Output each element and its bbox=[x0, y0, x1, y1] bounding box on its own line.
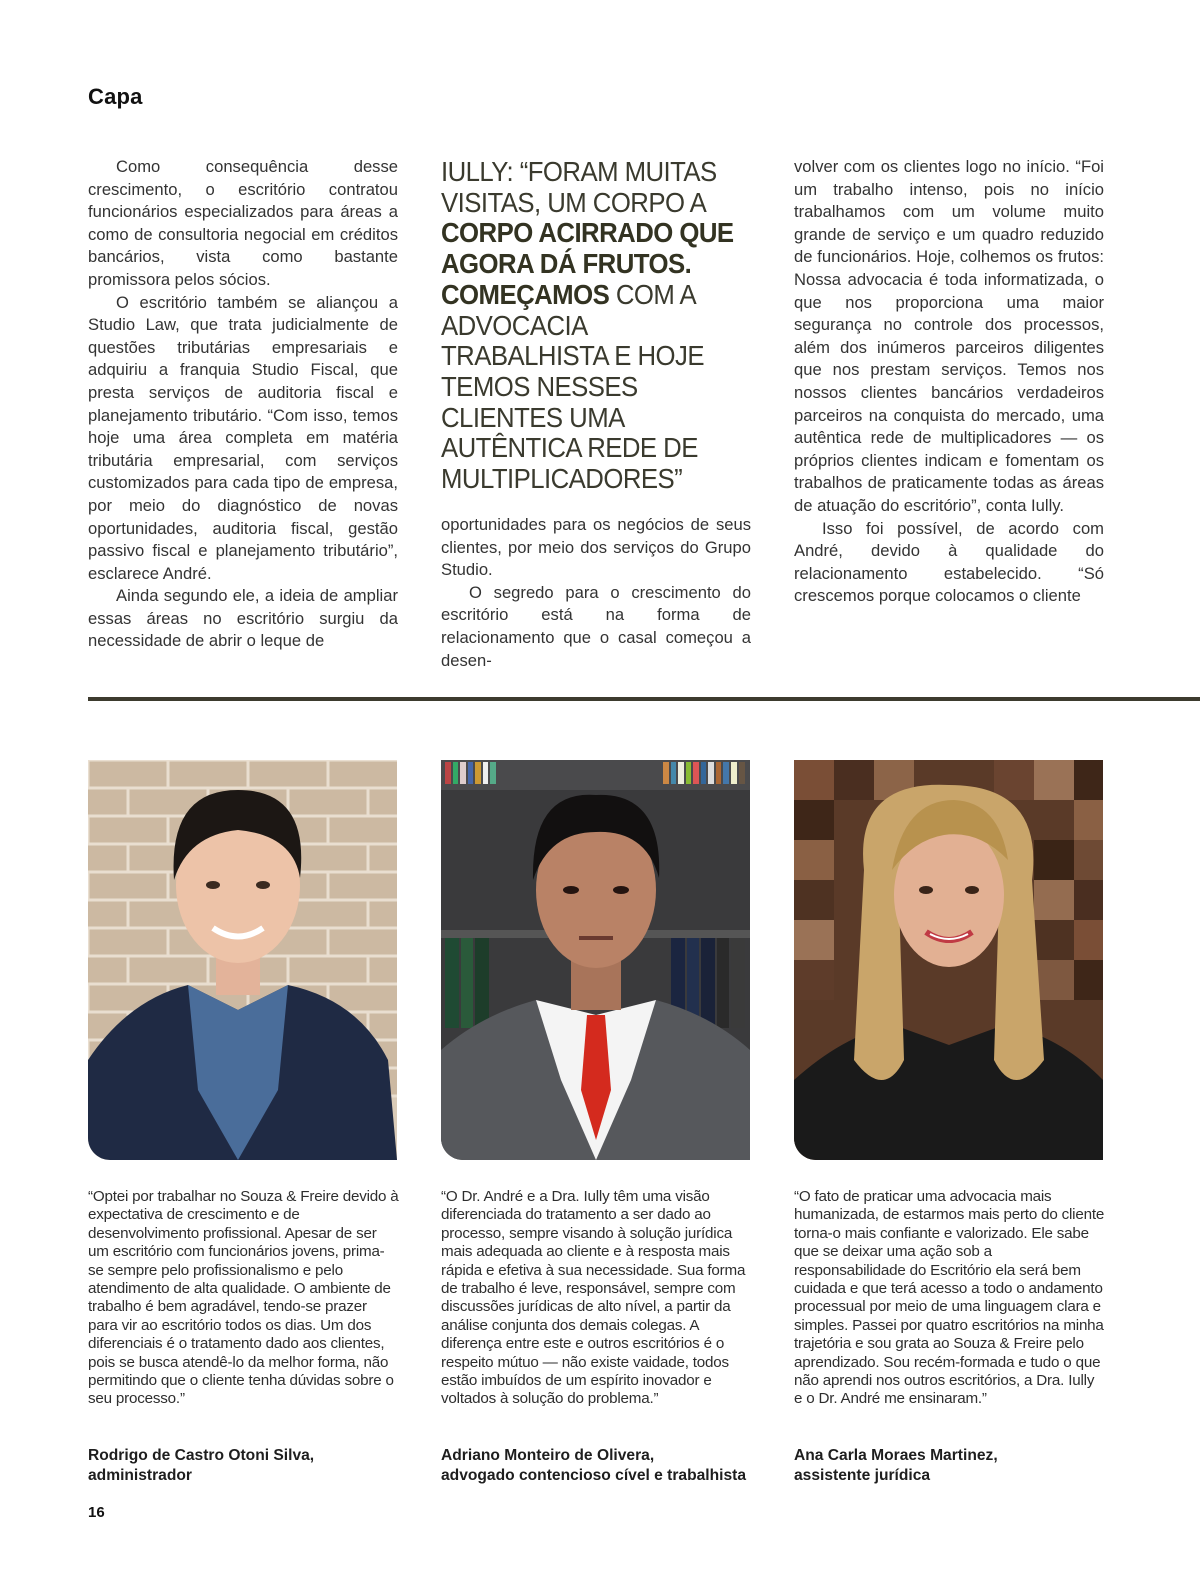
pull-quote-part-1: IULLY: “FORAM MUITAS VISITAS, UM CORPO A bbox=[441, 156, 717, 218]
portrait-photo-3 bbox=[794, 760, 1103, 1160]
pull-quote bbox=[441, 157, 735, 495]
pull-quote-part-3: COM A ADVOCACIA TRABALHISTA E HOJE TEMOS NESSES CLIENTES UMA AUTÊNTICA REDE DE MULTIPLICADORES” bbox=[441, 278, 705, 495]
photo-caption-1 bbox=[88, 1446, 418, 1485]
paragraph: Como consequência desse crescimento, o escritório contratou funcionários especializados para áreas a como de consultoria negocial em créditos bancários, vista como bastante promissora pelos sócios. bbox=[88, 157, 398, 289]
paragraph: volver com os clientes logo no início. “Foi um trabalho intenso, pois no início trabalhamos com um volume muito grande de serviço e um quadro reduzido de funcionários. Hoje, colhemos os frutos: Nossa advocacia é toda informatizada, o que nos proporciona uma maior segurança no controle dos processos, além dos inúmeros parceiros diligentes que nos prestam serviços. Temos nos nossos clientes bancários verdadeiros parceiros na conquista do mercado, uma autêntica rede de multiplicadores — os próprios clientes indicam e fomentam os trabalhos de praticamente todas as áreas de atuação do escritório”, conta Iully. bbox=[794, 157, 1104, 515]
person-role: advogado contencioso cível e trabalhista bbox=[441, 1466, 747, 1484]
page-number: 16 bbox=[88, 1504, 105, 1521]
photo-caption-2 bbox=[441, 1446, 771, 1485]
paragraph: O escritório também se aliançou a Studio Law, que trata judicialmente de questões tributárias empresariais e adquiriu a franquia Studio Fiscal, que presta serviços de auditoria fiscal e planejamento tributário. “Com isso, temos hoje uma área completa em matéria tributária empresarial, com serviços customizados para cada tipo de empresa, por meio do diagnóstico de novas oportunidades, auditoria fiscal, gestão passivo fiscal e planejamento tributário”, esclarece André. bbox=[88, 292, 398, 583]
portrait-photo-1 bbox=[88, 760, 397, 1160]
article-column-2 bbox=[441, 514, 751, 672]
section-divider bbox=[88, 697, 1200, 701]
paragraph: Ainda segundo ele, a ideia de ampliar essas áreas no escritório surgiu da necessidade de abrir o leque de bbox=[88, 586, 398, 651]
paragraph: O segredo para o crescimento do escritório está na forma de relacionamento que o casal começou a desen- bbox=[441, 582, 751, 670]
person-role: administrador bbox=[88, 1466, 192, 1484]
testimonial-quote-3: “O fato de praticar uma advocacia mais humanizada, de estarmos mais perto do cliente torna-o mais confiante e valorizado. Ele sabe que se deixar uma ação sob a responsabilidade do Escritório ela será bem cuidada e que terá acesso a todo o andamento processual por meio de uma linguagem clara e simples. Passei por quatro escritórios na minha trajetória e sou grata ao Souza & Freire pelo aprendizado. Sou recém-formada e tudo o que não aprendi nos outros escritórios, a Dra. Iully e o Dr. André me ensinaram.” bbox=[794, 1188, 1105, 1408]
person-name: Adriano Monteiro de Olivera, bbox=[441, 1447, 655, 1464]
testimonial-quote-2: “O Dr. André e a Dra. Iully têm uma visão diferenciada do tratamento a ser dado ao processo, sempre visando à solução jurídica mais adequada ao cliente e à resposta mais rápida e efetiva à sua necessidade. Sua forma de trabalho é leve, responsável, sempre com discussões jurídicas de alto nível, a partir da análise conjunta dos demais colegas. A diferença entre este e outros escritórios é o respeito mútuo — não existe vaidade, todos estão imbuídos de um espírito inovador e voltados à solução do problema.” bbox=[441, 1188, 746, 1408]
testimonial-quote-1: “Optei por trabalhar no Souza & Freire devido à expectativa de crescimento e de desenvolvimento profissional. Apesar de ser um escritório com funcionários jovens, prima-se sempre pelo profissionalismo e pelo atendimento de alta qualidade. O ambiente de trabalho é bem agradável, tendo-se prazer para vir ao escritório todos os dias. Um dos diferenciais é o tratamento dado aos clientes, pois se busca atendê-lo da melhor forma, não permitindo que o cliente tenha dúvidas sobre o seu processo.” bbox=[88, 1188, 399, 1408]
paragraph: Isso foi possível, de acordo com André, devido à qualidade do relacionamento estabelecido. “Só crescemos porque colocamos o cliente bbox=[794, 518, 1104, 606]
article-column-3 bbox=[794, 156, 1104, 608]
photo-caption-3 bbox=[794, 1446, 1124, 1485]
pull-quote-part-2: CORPO ACIRRADO QUE AGORA DÁ FRUTOS. COMEÇAMOS bbox=[441, 217, 734, 310]
article-column-1 bbox=[88, 156, 398, 653]
portrait-photo-2 bbox=[441, 760, 750, 1160]
person-name: Rodrigo de Castro Otoni Silva, bbox=[88, 1447, 315, 1464]
paragraph: oportunidades para os negócios de seus clientes, por meio dos serviços do Grupo Studio. bbox=[441, 515, 751, 580]
person-role: assistente jurídica bbox=[794, 1466, 931, 1484]
person-name: Ana Carla Moraes Martinez, bbox=[794, 1447, 998, 1464]
section-label: Capa bbox=[88, 84, 143, 109]
